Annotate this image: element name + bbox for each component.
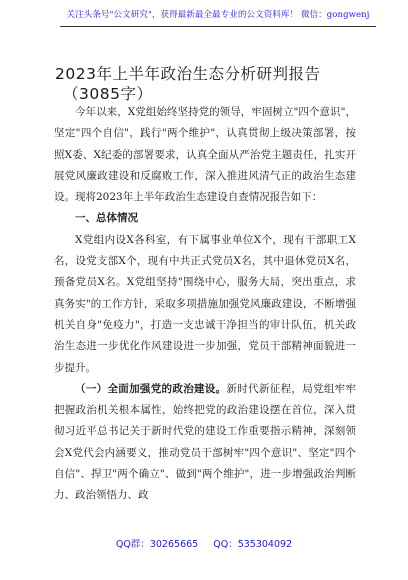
document-title (55, 64, 355, 104)
subsection-heading: （一）全面加强党的政治建设。 (75, 382, 227, 395)
header-divider (60, 26, 376, 27)
qq-contact: QQ：535304092 (213, 539, 293, 550)
contact-footer (0, 536, 408, 554)
overview-paragraph: X党组内设X各科室，有下属事业单位X个，现有干部职工X名，设党支部X个，现有中共正式党员X名，其中退休党员X名，预备党员X名。X党组坚持"围绕中心，服务大局，突出重点，求真务实"的工作方针，采取多项措施加强党风廉政建设，不断增强机关自身"免疫力"，打造一支忠诚干净担当的审计队伍，机关政治生态进一步优化作风建设进一步加强，党员干部精神面貌进一步提升。 (54, 233, 356, 374)
qq-group: QQ群：30265665 (115, 539, 199, 550)
section-heading: 一、总体情况 (75, 212, 138, 225)
subsection-paragraph (54, 379, 356, 507)
promo-header: 关注头条号"公文研究"，获得最新最全最专业的公文资料库！ 微信：gongwenj (66, 10, 370, 20)
title-main: 2023年上半年政治生态分析研判报告 (55, 65, 321, 83)
document-body (54, 102, 356, 507)
subsection-body: 新时代新征程，局党组牢牢把握政治机关根本属性，始终把党的政治建设摆在首位，深入贯彻习近平总书记关于新时代党的建设工作重要指示精神，深刻领会X党代会内涵要义，推动党员干部树牢"四个意识"、坚定"四个自信"、捍卫"两个确立"、做到"两个维护"，进一步增强政治判断力、政治领悟力、政 (54, 382, 357, 502)
title-word-count: （3085字） (63, 85, 153, 103)
intro-paragraph: 今年以来，X党组始终坚持党的领导，牢固树立"四个意识"，坚定"四个自信"，践行"两个维护"，认真贯彻上级决策部署，按照X委、X纪委的部署要求，认真全面从严治党主题责任，扎实开展党风廉政建设和反腐败工作，深入推进风清气正的政治生态建设。现将2023年上半年政治生态建设自查情况报告如下： (54, 106, 356, 204)
